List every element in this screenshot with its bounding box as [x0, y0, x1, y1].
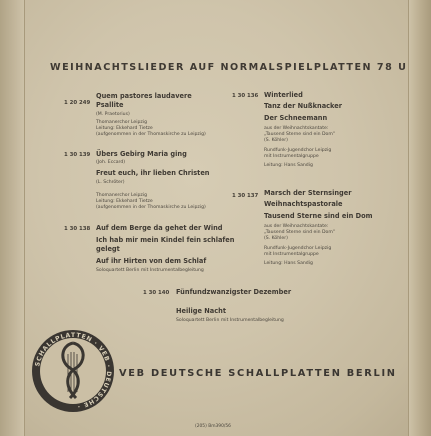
- song-title: Tausend Sterne sind ein Dom: [264, 212, 373, 220]
- song-title: Auf dem Berge da gehet der Wind: [96, 224, 223, 232]
- catalog-number: 1 30 136: [232, 93, 259, 99]
- composer: (L. Schröter): [96, 180, 125, 185]
- performer-line: (S. Köhler): [264, 236, 288, 241]
- song-title: Der Schneemann: [264, 114, 328, 122]
- catalog-number: 1 20 249: [64, 100, 91, 106]
- performer-line: aus der Weihnachtskantate:: [264, 126, 329, 131]
- song-title: Freut euch, ihr lieben Christen: [96, 169, 210, 177]
- song-title: Psallite: [96, 101, 124, 109]
- song-title: Auf ihr Hirten von dem Schlaf: [96, 257, 207, 265]
- performer-line: mit Instrumentalgruppe: [264, 154, 319, 159]
- song-title: Winterlied: [264, 91, 303, 99]
- performer-line: aus der Weihnachtskantate:: [264, 224, 329, 229]
- catalog-number: 1 30 139: [64, 152, 91, 158]
- performer-line: Leitung: Hans Sandig: [264, 261, 313, 266]
- performer-line: mit Instrumentalgruppe: [264, 252, 319, 257]
- catalog-number: 1 30 137: [232, 193, 259, 199]
- performer-line: „Tausend Sterne sind ein Dom": [264, 132, 335, 137]
- song-title: Marsch der Sternsinger: [264, 189, 352, 197]
- catalog-number: 1 30 140: [143, 290, 170, 296]
- performer-line: Soloquartett Berlin mit Instrumentalbegleitung: [96, 268, 204, 273]
- veb-logo-icon: [30, 328, 116, 414]
- composer: (Joh. Eccard): [96, 160, 126, 165]
- page-title: WEIHNACHTSLIEDER AUF NORMALSPIELPLATTEN 78 U: [50, 62, 408, 73]
- performer-line: Rundfunk-Jugendchor Leipzig: [264, 148, 332, 153]
- song-title: Ich hab mir mein Kindel fein schlafen: [96, 236, 235, 244]
- song-title: Übers Gebirg Maria ging: [96, 150, 187, 158]
- performer-line: Rundfunk-Jugendchor Leipzig: [264, 246, 332, 251]
- performer-line: Leitung: Hans Sandig: [264, 163, 313, 168]
- performer-line: Thomanerchor Leipzig: [96, 120, 148, 125]
- performer-line: (S. Köhler): [264, 138, 288, 143]
- performer-line: „Tausend Sterne sind ein Dom": [264, 230, 335, 235]
- performer-line: Thomanerchor Leipzig: [96, 193, 148, 198]
- song-title: Heilige Nacht: [176, 307, 226, 315]
- composer: (M. Praetorius): [96, 112, 130, 117]
- song-title: Quem pastores laudavere: [96, 92, 192, 100]
- song-title: Weihnachtspastorale: [264, 200, 343, 208]
- song-title: Fünfundzwanzigster Dezember: [176, 288, 292, 296]
- performer-line: (aufgenommen in der Thomaskirche zu Leipzig): [96, 132, 206, 137]
- performer-line: Leitung: Ekkehard Tietze: [96, 126, 153, 131]
- label-name: VEB DEUTSCHE SCHALLPLATTEN BERLIN: [119, 368, 397, 379]
- performer-line: (aufgenommen in der Thomaskirche zu Leipzig): [96, 205, 206, 210]
- logo-ring-text: SCHALLPLATTEN · VEB · DEUTSCHE ·: [34, 331, 113, 410]
- right-flap: [409, 0, 431, 436]
- left-flap: [0, 0, 24, 436]
- song-title: gelegt: [96, 245, 120, 253]
- left-crease: [24, 0, 25, 436]
- song-title: Tanz der Nußknacker: [264, 102, 342, 110]
- performer-line: Soloquartett Berlin mit Instrumentalbegleitung: [176, 318, 284, 323]
- print-code: (205) Bm390/56: [195, 424, 231, 429]
- performer-line: Leitung: Ekkehard Tietze: [96, 199, 153, 204]
- catalog-number: 1 30 138: [64, 226, 91, 232]
